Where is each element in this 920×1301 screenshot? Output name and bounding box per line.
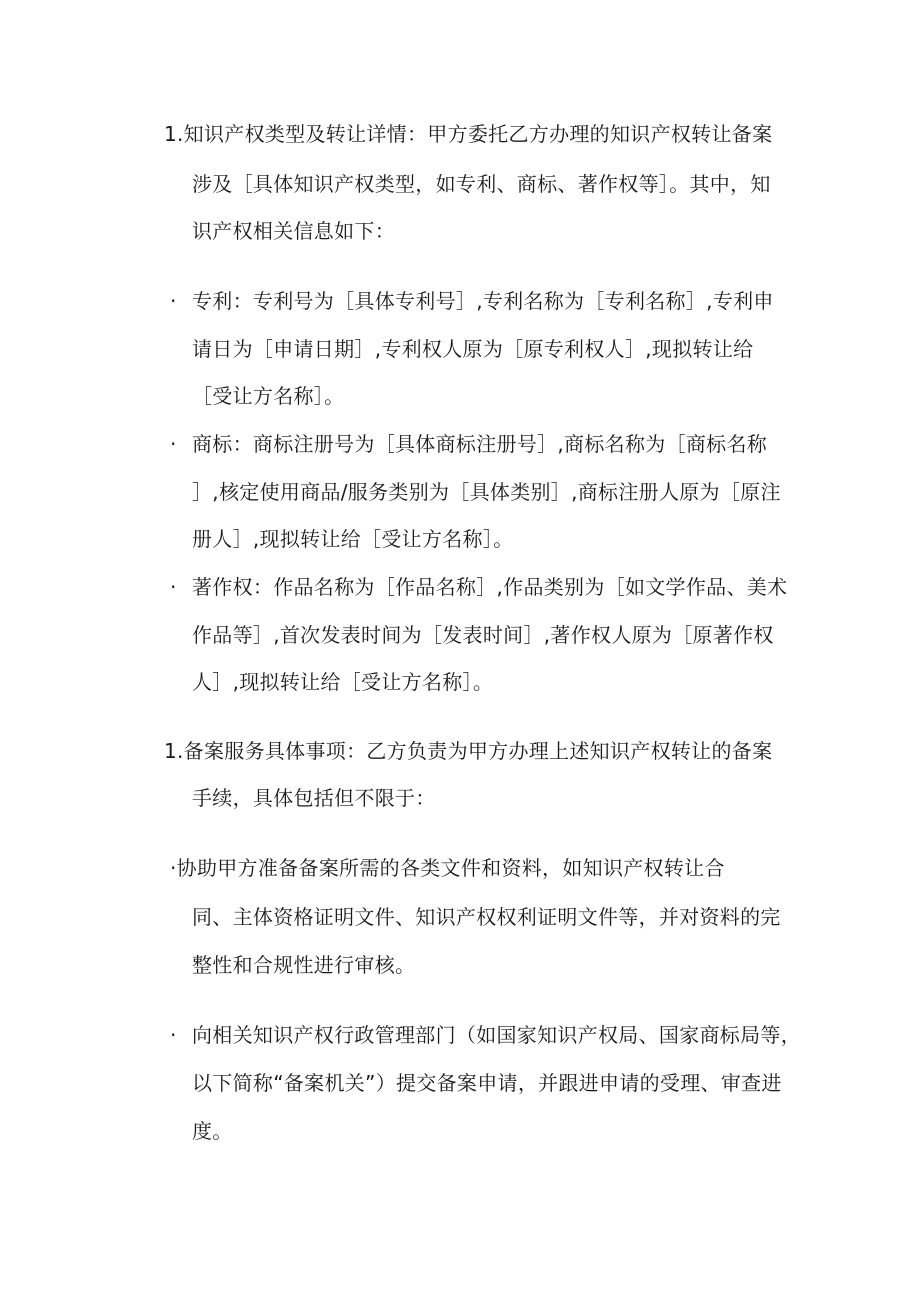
list-item-line: 度。 bbox=[192, 1119, 233, 1143]
section-heading: 1.知识产权类型及转让详情：甲方委托乙方办理的知识产权转让备案 bbox=[164, 122, 773, 146]
bullet-marker: · bbox=[170, 289, 177, 313]
list-item-line: 以下简称“备案机关”）提交备案申请，并跟进申请的受理、审查进 bbox=[192, 1071, 782, 1095]
section-heading: 1.备案服务具体事项：乙方负责为甲方办理上述知识产权转让的备案 bbox=[164, 739, 773, 763]
list-item-line: ［受让方名称］。 bbox=[192, 384, 345, 408]
list-item-line: 作品等］,首次发表时间为［发表时间］,著作权人原为［原著作权 bbox=[192, 623, 774, 647]
paragraph-line: 涉及［具体知识产权类型，如专利、商标、著作权等］。其中，知 bbox=[192, 172, 771, 196]
list-item-line: 专利：专利号为［具体专利号］,专利名称为［专利名称］,专利申 bbox=[192, 289, 774, 313]
list-item-line: 人］,现拟转让给［受让方名称］。 bbox=[192, 670, 494, 694]
bullet-marker: · bbox=[170, 575, 177, 599]
list-item-line: 著作权：作品名称为［作品名称］,作品类别为［如文学作品、美术 bbox=[192, 575, 788, 599]
paragraph-line: 手续，具体包括但不限于： bbox=[192, 786, 436, 810]
list-item-line: 册人］,现拟转让给［受让方名称］。 bbox=[192, 527, 514, 551]
list-item-line: ·协助甲方准备备案所需的各类文件和资料，如知识产权转让合 bbox=[170, 856, 725, 880]
bullet-marker: · bbox=[170, 1023, 177, 1047]
list-item-line: 商标：商标注册号为［具体商标注册号］,商标名称为［商标名称 bbox=[192, 432, 768, 456]
bullet-marker: · bbox=[170, 432, 177, 456]
list-item-line: 同、主体资格证明文件、知识产权权利证明文件等，并对资料的完 bbox=[192, 905, 781, 929]
list-item-line: 整性和合规性进行审核。 bbox=[192, 953, 416, 977]
list-item-line: ］,核定使用商品/服务类别为［具体类别］,商标注册人原为［原注 bbox=[192, 480, 781, 504]
paragraph-line: 识产权相关信息如下： bbox=[192, 219, 395, 243]
list-item-line: 请日为［申请日期］,专利权人原为［原专利权人］,现拟转让给 bbox=[192, 337, 754, 361]
list-item-line: 向相关知识产权行政管理部门（如国家知识产权局、国家商标局等， bbox=[192, 1023, 801, 1047]
